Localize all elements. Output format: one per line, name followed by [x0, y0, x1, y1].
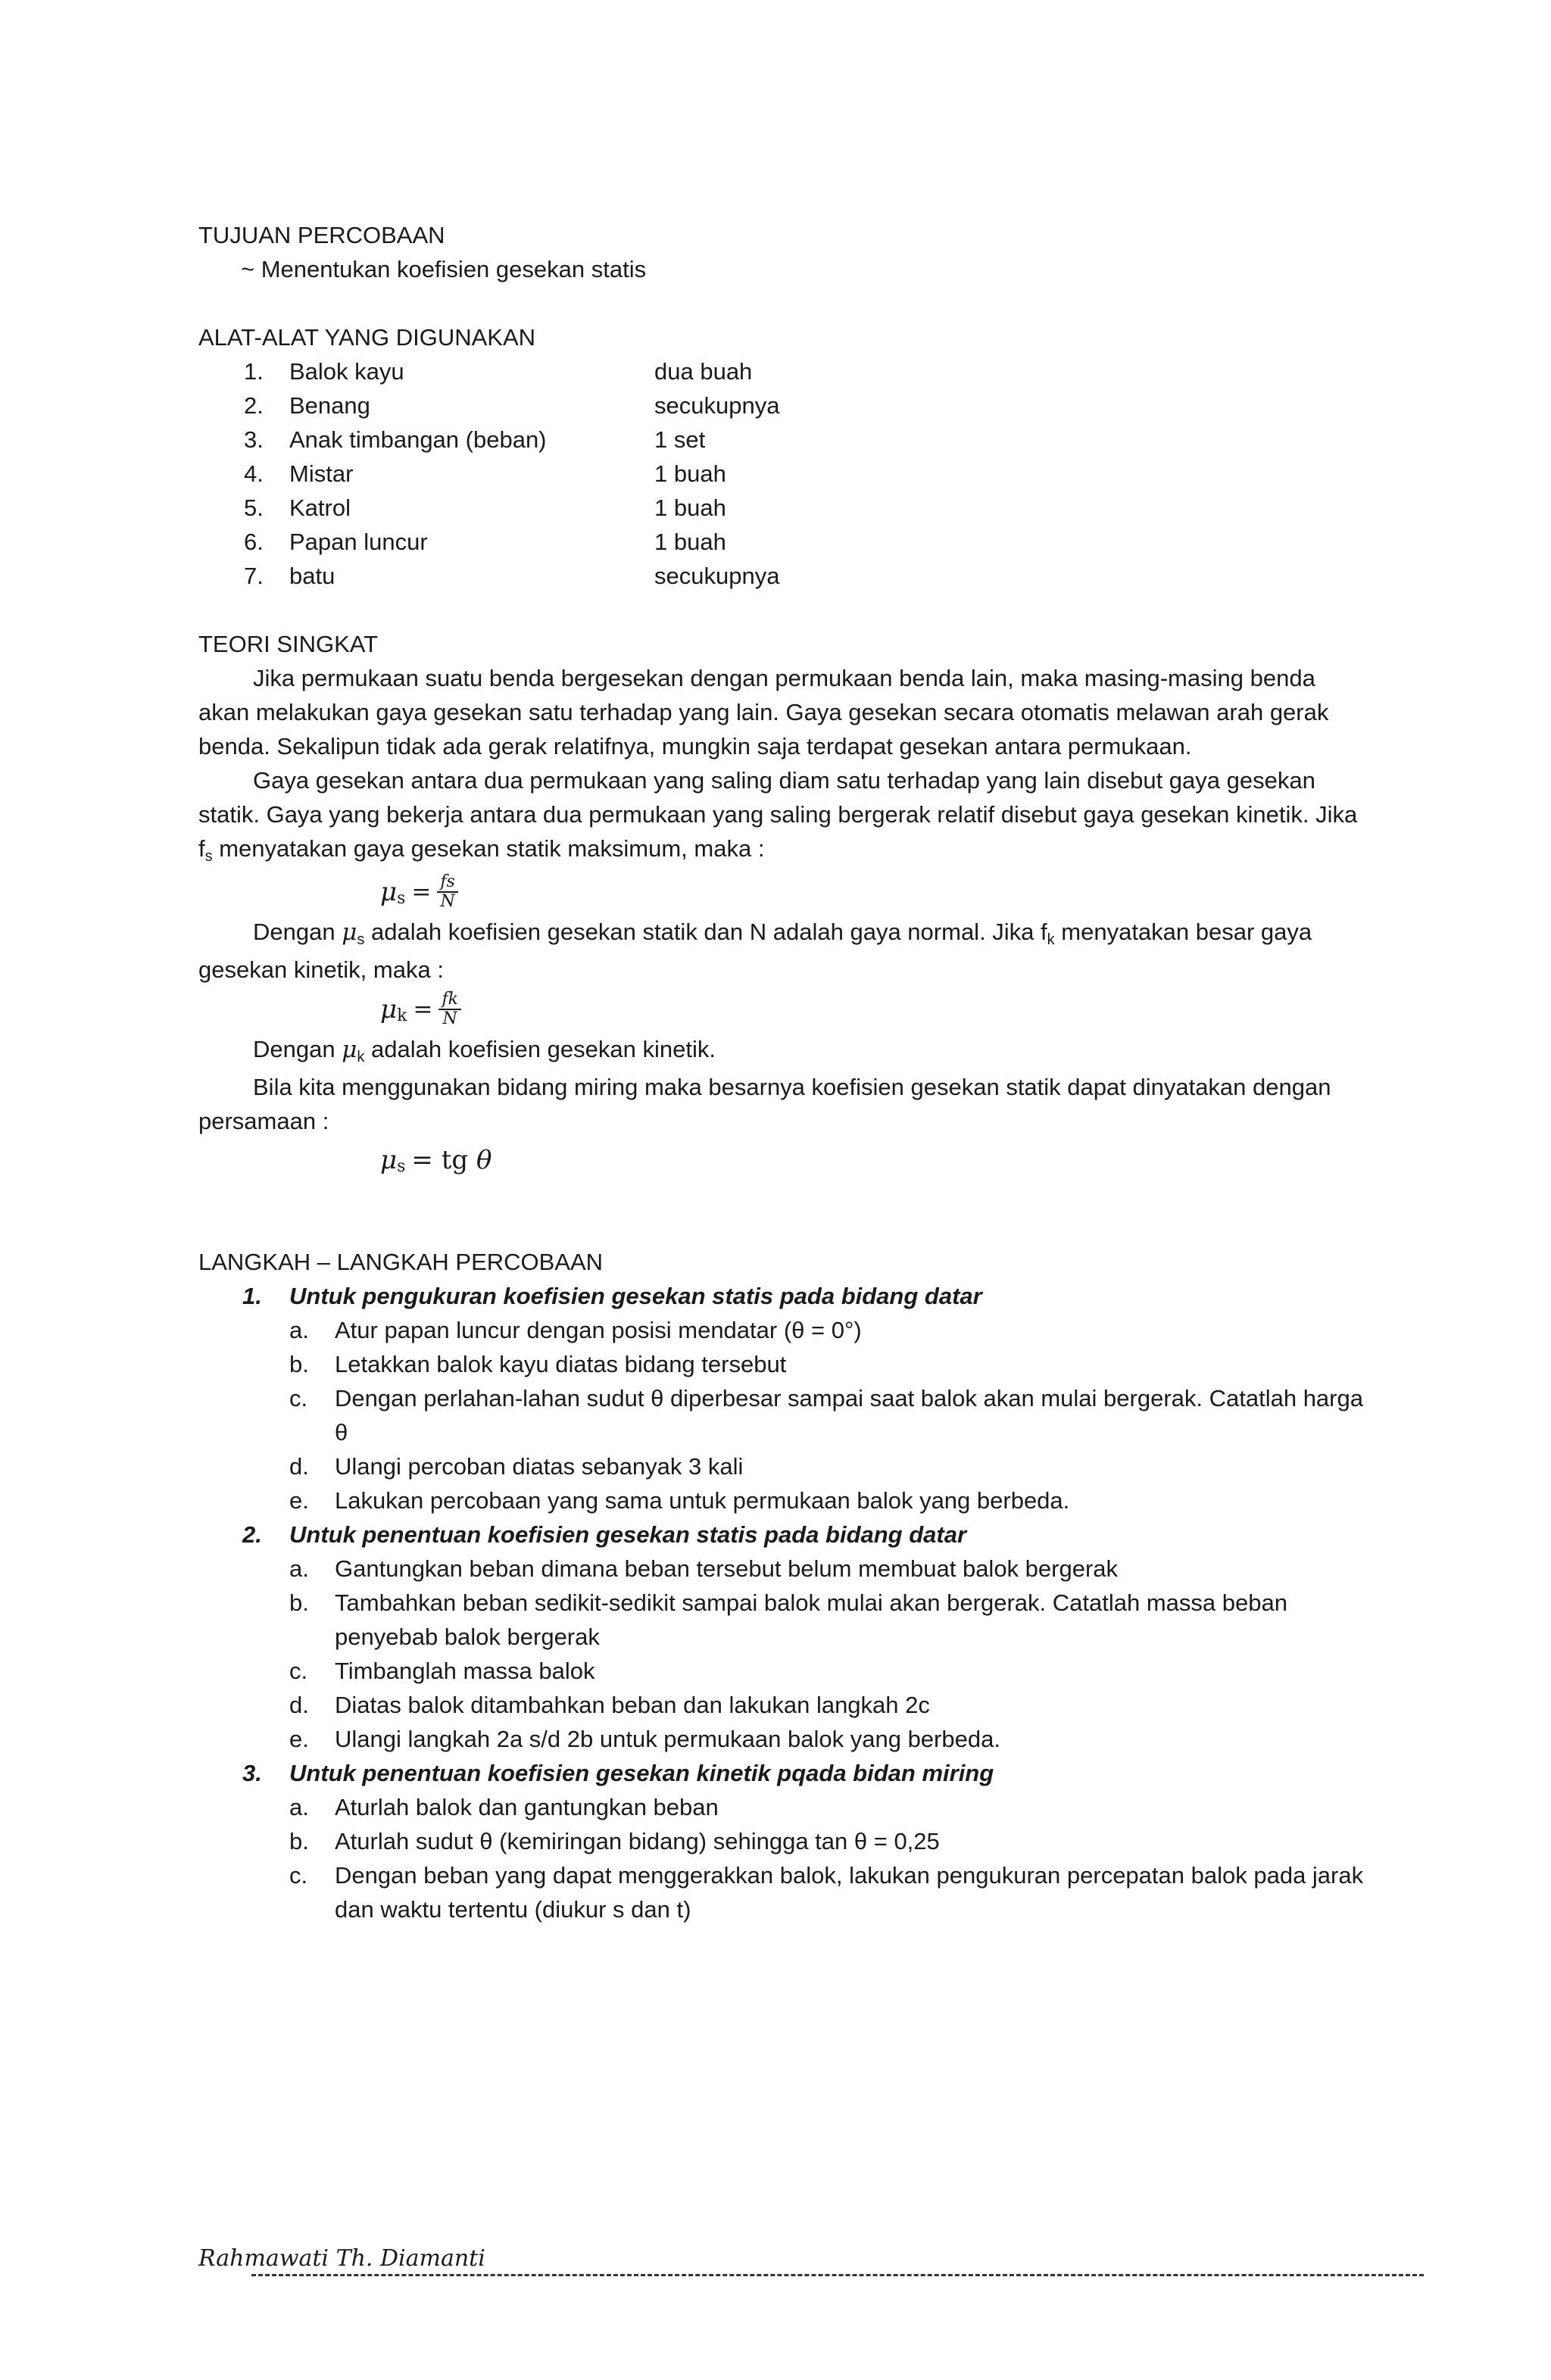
step-item: d. Ulangi percoban diatas sebanyak 3 kali — [289, 1453, 744, 1480]
step-item: d. Diatas balok ditambahkan beban dan lakukan langkah 2c — [289, 1692, 930, 1718]
tool-row — [244, 525, 1365, 559]
teori-paragraph-3: Dengan μs adalah koefisien gesekan statik dan N adalah gaya normal. Jika fk menyatakan besar gaya gesekan kinetik, maka : — [198, 919, 1312, 983]
tool-num: 3. — [244, 426, 264, 453]
tool-row — [244, 354, 1365, 388]
tool-row — [244, 559, 1365, 593]
tool-num: 4. — [244, 460, 264, 487]
tool-qty: 1 set — [654, 426, 706, 453]
tool-qty: dua buah — [654, 358, 753, 385]
step-item: c. Dengan beban yang dapat menggerakkan balok, lakukan pengukuran percepatan balok pada jarak dan waktu tertentu (diukur s dan t) — [289, 1862, 1364, 1923]
step-item: b. Letakkan balok kayu diatas bidang tersebut — [289, 1351, 787, 1377]
step-item: b. Tambahkan beban sedikit-sedikit sampai balok mulai akan bergerak. Catatlah massa beban penyebab balok bergerak — [289, 1589, 1287, 1650]
tool-qty: secukupnya — [654, 392, 780, 419]
tool-qty: 1 buah — [654, 460, 726, 487]
step-item: a. Aturlah balok dan gantungkan beban — [289, 1794, 719, 1820]
tool-num: 5. — [244, 494, 264, 521]
step-heading: 3. Untuk penentuan koefisien gesekan kinetik pqada bidan miring — [242, 1760, 994, 1786]
section-title-teori: TEORI SINGKAT — [198, 631, 379, 657]
step-heading: 1. Untuk pengukuran koefisien gesekan statis pada bidang datar — [242, 1283, 982, 1309]
tool-name: batu — [289, 563, 335, 589]
author-signature: Rahmawati Th. Diamanti — [198, 2245, 485, 2272]
tool-row — [244, 388, 1365, 423]
footer-rule — [251, 2274, 1424, 2276]
section-title-alat: ALAT-ALAT YANG DIGUNAKAN — [198, 324, 536, 351]
document-page — [198, 218, 1365, 1926]
teori-paragraph-2: Gaya gesekan antara dua permukaan yang saling diam satu terhadap yang lain disebut gaya gesekan statik. Gaya yang bekerja antara dua permukaan yang saling bergerak relatif disebut gaya gesekan kinetik. Jika fs menyatakan gaya gesekan statik maksimum, maka : — [198, 767, 1358, 865]
equation-mu-static: μ s = $\frac{fs}{N}$ — [198, 869, 1365, 915]
tool-num: 6. — [244, 529, 264, 555]
tool-name: Katrol — [289, 494, 351, 521]
tool-name: Mistar — [289, 460, 354, 487]
teori-paragraph-4: Dengan μk adalah koefisien gesekan kinetik. — [253, 1036, 716, 1065]
step-item: e. Lakukan percobaan yang sama untuk permukaan balok yang berbeda. — [289, 1487, 1070, 1514]
step-item: c. Timbanglah massa balok — [289, 1658, 595, 1684]
tujuan-line: ~ Menentukan koefisien gesekan statis — [241, 256, 647, 282]
step-item: e. Ulangi langkah 2a s/d 2b untuk permukaan balok yang berbeda. — [289, 1726, 1000, 1752]
tool-qty: secukupnya — [654, 563, 780, 589]
tool-name: Anak timbangan (beban) — [289, 426, 547, 453]
tool-name: Balok kayu — [289, 358, 404, 385]
page-footer — [198, 2245, 1424, 2283]
step-heading: 2. Untuk penentuan koefisien gesekan statis pada bidang datar — [242, 1521, 967, 1548]
step-item: b. Aturlah sudut θ (kemiringan bidang) sehingga tan θ = 0,25 — [289, 1828, 940, 1854]
tool-row — [244, 423, 1365, 457]
step-item: a. Atur papan luncur dengan posisi mendatar (θ = 0°) — [289, 1317, 862, 1343]
tool-qty: 1 buah — [654, 529, 726, 555]
equation-tg-theta: μ s = tg θ — [380, 1144, 492, 1176]
tool-row — [244, 457, 1365, 491]
tool-name: Papan luncur — [289, 529, 428, 555]
step-item: c. Dengan perlahan-lahan sudut θ diperbesar sampai saat balok akan mulai bergerak. Catatlah harga θ — [289, 1385, 1363, 1446]
tool-row — [244, 491, 1365, 525]
teori-paragraph-5: Bila kita menggunakan bidang miring maka besarnya koefisien gesekan statik dapat dinyatakan dengan persamaan : — [198, 1074, 1331, 1134]
teori-paragraph-1: Jika permukaan suatu benda bergesekan dengan permukaan benda lain, maka masing-masing benda akan melakukan gaya gesekan satu terhadap yang lain. Gaya gesekan secara otomatis melawan arah gerak benda. Sekalipun tidak ada gerak relatifnya, mungkin saja terdapat gesekan antara permukaan. — [198, 665, 1329, 760]
equation-mu-kinetic: μ k = $\frac{fk}{N}$ — [198, 987, 1365, 1032]
tool-num: 7. — [244, 563, 264, 589]
tool-num: 2. — [244, 392, 264, 419]
tool-qty: 1 buah — [654, 494, 726, 521]
tools-list — [198, 354, 1365, 593]
section-title-tujuan: TUJUAN PERCOBAAN — [198, 222, 445, 248]
step-item: a. Gantungkan beban dimana beban tersebut belum membuat balok bergerak — [289, 1555, 1119, 1582]
tool-name: Benang — [289, 392, 370, 419]
tool-num: 1. — [244, 358, 264, 385]
section-title-langkah: LANGKAH – LANGKAH PERCOBAAN — [198, 1249, 604, 1275]
